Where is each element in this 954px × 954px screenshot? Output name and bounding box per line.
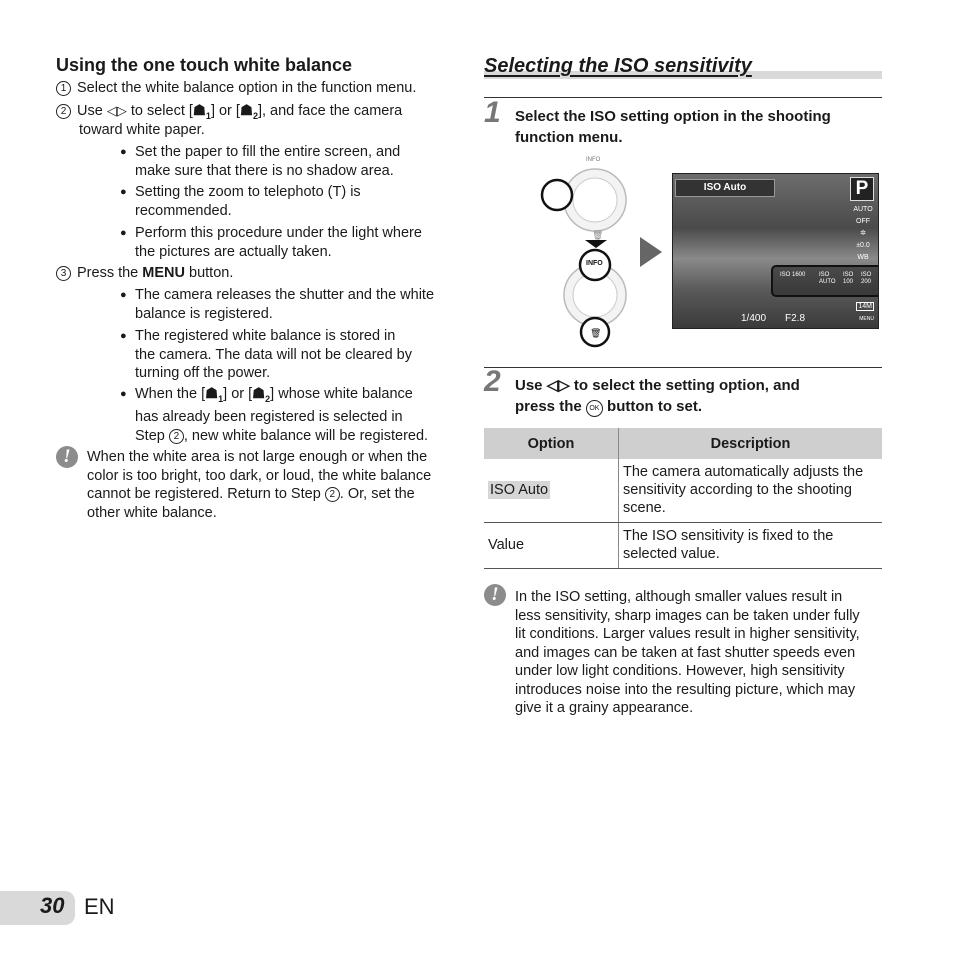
bullet-line: ● Set the paper to fill the entire screen, and [135,144,401,160]
arrow-right-icon [640,237,662,267]
camera-screen [672,173,879,329]
step-line: function menu. [515,129,623,146]
step-number-1: 1 [484,96,501,129]
section-title-iso: Selecting the ISO sensitivity [484,55,752,77]
step-text: Use [77,103,107,119]
bullet-line: the camera. The data will not be cleared by [135,346,413,363]
step-1 [56,79,456,98]
menu-button-label: MENU [142,265,185,281]
table-cell-desc: The ISO sensitivity is fixed to the selected value. [619,522,883,568]
table-header: Option [484,428,619,459]
macro-off-icon: OFF [856,218,870,225]
custom-wb-2-icon: $☗_2$ [239,103,258,121]
bullet-line: ● The camera releases the shutter and the white [135,287,435,303]
left-right-arrows-icon: ◁▷ [546,377,570,394]
page-number: 30 [40,893,65,918]
camera-dial-illustration [540,150,640,350]
table-header-row [484,428,882,459]
step-number: 1 [56,81,71,96]
screen-label: ISO Auto [675,179,775,197]
step-2-text [515,375,885,417]
note-line: When the white area is not large enough or when the [87,449,428,465]
caution-icon: ! [56,446,78,468]
note-line: give it a grainy appearance. [515,700,694,716]
bullet-item [120,286,471,323]
step-text: to select [ [126,103,193,119]
menu-icon: MENU [859,316,874,322]
step-1-text [515,106,885,148]
self-timer-icon: ✲ [860,230,866,237]
ok-button-icon: OK [586,400,603,417]
aperture: F2.8 [785,313,806,324]
iso-option: ISO 200 [861,272,872,285]
note-line: and images can be taken at fast shutter speeds even [515,644,856,661]
note-line: lit conditions. Larger values result in higher sensitivity, [515,626,860,642]
table-cell-option: Value [484,522,619,568]
iso-option: ISO AUTO [819,272,836,285]
step-line: press the OK button to set. [515,398,703,415]
bullet-line: has already been registered is selected in [135,409,403,426]
note-line: under low light conditions. However, high sensitivity [515,663,845,679]
table-cell-option: ISO Auto [484,459,619,522]
step-text: Select the white balance option in the function menu. [77,80,417,96]
divider [484,97,882,98]
bullet-item [120,183,471,220]
bullet-line: make sure that there is no shadow area. [135,162,394,179]
step-line: Select the ISO setting option in the shooting [515,108,831,125]
bullet-line: Step 2 , new white balance will be registered. [135,427,429,444]
image-size-icon: 14M [858,303,872,310]
caution-note [87,448,459,522]
side-icons [851,204,875,264]
bullet-line: ● Perform this procedure under the light where [135,225,422,241]
bullet-line: balance is registered. [135,305,273,322]
step-line: Use ◁▷ to select the setting option, and [515,377,800,394]
note-line: less sensitivity, sharp images can be taken under fully [515,607,860,624]
svg-text:INFO: INFO [586,157,601,163]
bullet-line: turning off the power. [135,365,271,381]
step-text: ], and face the camera [257,103,403,119]
table-cell-desc: The camera automatically adjusts the sensitivity according to the shooting scene. [619,459,883,522]
mode-p-icon: P [850,177,874,201]
section-heading-white-balance: Using the one touch white balance [56,55,353,75]
left-right-arrows-icon: ◁▷ [106,103,127,118]
step-number-2: 2 [484,365,501,398]
table-row [484,459,882,522]
step-text: Press the [77,265,143,281]
bullet-line: recommended. [135,202,232,219]
flash-auto-icon: AUTO [853,206,873,213]
step-ref: 2 [169,429,184,444]
step-2-cont: toward white paper. [79,122,205,138]
custom-wb-2-icon: $☗_2$ [252,386,271,404]
note-line: introduces noise into the resulting picture, which may [515,681,856,698]
step-text: ] or [ [210,103,240,119]
custom-wb-1-icon: $☗_1$ [192,103,211,121]
step-number: 3 [56,266,71,281]
bullet-line: ● Setting the zoom to telephoto (T) is [135,184,361,200]
bullet-item [120,143,471,180]
step-text: button. [184,265,234,281]
exposure-comp-icon: ±0.0 [856,242,870,249]
shutter-speed: 1/400 [741,313,767,324]
options-table [484,428,882,569]
caution-note-iso [515,588,887,718]
step-number: 2 [56,104,71,119]
wb-icon: WB [857,254,869,261]
step-ref: 2 [325,487,340,502]
table-header: Description [619,428,883,459]
divider [484,367,882,368]
note-line: cannot be registered. Return to Step 2 . Or, set the [87,486,415,502]
iso-option: ISO 1600 [780,272,806,278]
svg-text:INFO: INFO [586,260,603,267]
bullet-line: the pictures are actually taken. [135,243,332,260]
svg-text:🗑: 🗑 [590,328,602,338]
step-3 [56,264,456,283]
note-line: color is too bright, too dark, or loud, the white balance [87,467,432,484]
iso-option: ISO 100 [843,272,854,285]
bullet-item [120,327,471,383]
note-line: other white balance. [87,504,217,521]
bullet-item [120,385,471,445]
svg-text:🗑: 🗑 [592,230,604,240]
bullet-line: ● The registered white balance is stored in [135,328,396,344]
language-code: EN [84,894,115,919]
bullet-item [120,224,471,261]
caution-icon: ! [484,584,506,606]
note-line: In the ISO setting, although smaller values result in [515,589,843,605]
bullet-line: ● When the $[☗_1]$ or $[☗_2]$ whose white balance [135,386,413,404]
custom-wb-1-icon: $☗_1$ [205,386,224,404]
table-row [484,522,882,568]
